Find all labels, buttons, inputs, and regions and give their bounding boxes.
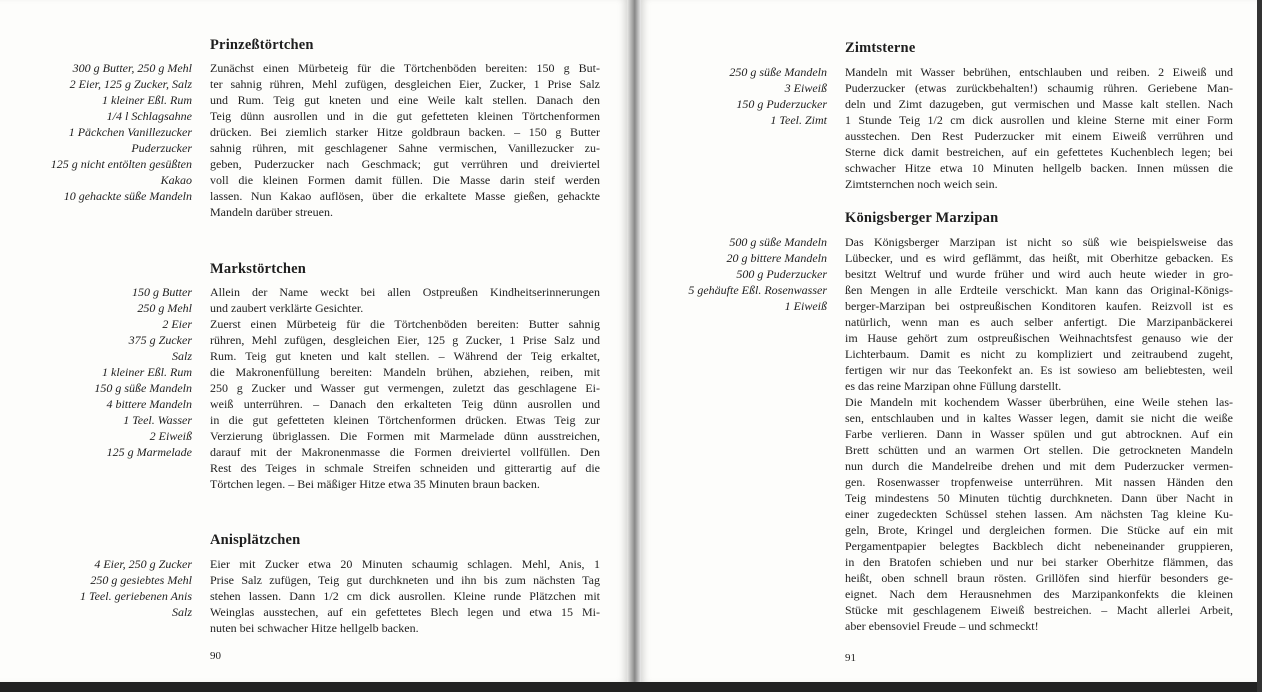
text-line: Sterne dick damit bestreichen, auf ein gefettetes Kuchenblech legen; bei <box>845 145 1233 159</box>
ingredient: 500 g Puderzucker <box>736 267 827 281</box>
text-line: gen. Rosenwasser tropfenweise unterrühren. Mit nassen Händen den <box>845 475 1233 489</box>
page-number: 90 <box>210 650 221 662</box>
page-edge-shadow <box>1257 0 1262 692</box>
text-line: nun durch die Mandelreibe drehen und mit dem Puderzucker vermen- <box>845 459 1233 473</box>
text-line: Zimtsternchen noch weich sein. <box>845 177 998 191</box>
text-line: heißt, oben schnell braun rösten. Grillöfen sind hierfür besonders ge- <box>845 571 1233 585</box>
text-line: Mandeln mit Wasser bebrühen, entschlauben und reiben. 2 Eiweiß und <box>845 65 1233 79</box>
ingredient: 5 gehäufte Eßl. Rosenwasser <box>688 283 827 297</box>
text-line: es das reine Marzipan ohne Füllung darstellt. <box>845 379 1062 393</box>
recipe-title: Königsberger Marzipan <box>845 210 999 226</box>
ingredient: 3 Eiweiß <box>784 81 827 95</box>
ingredient: 1 Teel. Wasser <box>123 413 192 427</box>
text-line: Stücke mit geschlagenem Eiweiß bestreichen. – Macht allerlei Arbeit, <box>845 603 1233 617</box>
left-page <box>0 0 627 682</box>
text-line: ausstechen. Den Rest Puderzucker mit einem Eiweiß verrühren und <box>845 129 1233 143</box>
ingredient: 375 g Zucker <box>128 333 192 347</box>
text-line: Allein der Name weckt bei allen Ostpreußen Kindheitserinnerungen <box>210 285 600 299</box>
ingredient: 300 g Butter, 250 g Mehl <box>72 61 192 75</box>
ingredient: 150 g süße Mandeln <box>94 381 192 395</box>
text-line: Das Königsberger Marzipan ist nicht so süß wie beispielsweise das <box>845 235 1233 249</box>
ingredient: 500 g süße Mandeln <box>729 235 827 249</box>
text-line: Rum. Teig gut kneten und kalt stellen. – Während der Teig erkaltet, <box>210 349 600 363</box>
ingredient-list <box>20 556 192 620</box>
ingredient: Salz <box>171 605 192 619</box>
text-line: Eier mit Zucker etwa 20 Minuten schaumig schlagen. Mehl, Anis, 1 <box>210 557 600 571</box>
text-line: Zunächst einen Mürbeteig für die Törtchenböden bereiten: 150 g But- <box>210 61 600 75</box>
text-line: ßen Mengen in alle Erdteile verschickt. Man kann das Original-Königs- <box>845 283 1233 297</box>
ingredient: 250 g süße Mandeln <box>729 65 827 79</box>
text-line: geln, Brote, Kringel und dergleichen formen. Die Stücke auf ein mit <box>845 523 1233 537</box>
text-line: die Makronenfüllung bereiten: Mandeln brühen, abziehen, reiben, mit <box>210 365 600 379</box>
ingredient: 1/4 l Schlagsahne <box>106 109 192 123</box>
text-line: 1 Stunde Teig 1/2 cm dick ausrollen und kleine Sterne mit einer Form <box>845 113 1233 127</box>
ingredient: Puderzucker <box>131 141 192 155</box>
recipe-text <box>845 64 1233 192</box>
ingredient: 1 Teel. Zimt <box>770 113 827 127</box>
text-line: rühren, Mehl zufügen, desgleichen Eier, 125 g Zucker, 1 Prise Salz und <box>210 333 600 347</box>
ingredient: 125 g nicht entölten gesüßten <box>50 157 192 171</box>
text-line: Verzierung übriglassen. Die Formen mit Marmelade dünn ausstreichen, <box>210 429 600 443</box>
recipe-title: Zimtsterne <box>845 40 916 56</box>
text-line: Zuerst einen Mürbeteig für die Törtchenböden bereiten: Butter sahnig <box>210 317 600 331</box>
ingredient: 1 kleiner Eßl. Rum <box>102 93 192 107</box>
text-line: und Rum. Teig gut kneten und eine Weile kalt stellen. Danach den <box>210 93 600 107</box>
book-gutter <box>627 0 641 682</box>
ingredient: 250 g gesiebtes Mehl <box>90 573 192 587</box>
ingredient: 1 Teel. geriebenen Anis <box>80 589 192 603</box>
recipe-text <box>210 556 600 636</box>
text-line: im Hause gehört zum ostpreußischen Weihnachtsfest genauso wie der <box>845 331 1233 345</box>
ingredient: 150 g Butter <box>132 285 192 299</box>
text-line: Die Mandeln mit kochendem Wasser überbrühen, eine Weile stehen las- <box>845 395 1233 409</box>
text-line: und zaubert verklärte Gesichter. <box>210 301 364 315</box>
ingredient: 250 g Mehl <box>137 301 192 315</box>
text-line: fertigen wir nur das Teekonfekt an. Es ist sowieso am beliebtesten, weil <box>845 363 1233 377</box>
text-line: natürlich, wenn man es auch selber anfertigt. Die Marzipanbäckerei <box>845 315 1233 329</box>
recipe-text <box>210 284 600 492</box>
text-line: Rest des Teiges in schmale Streifen schneiden und gitterartig auf die <box>210 461 600 475</box>
text-line: eignet. Nach dem Herausnehmen des Marzipankonfekts die kleinen <box>845 587 1233 601</box>
ingredient: 2 Eier, 125 g Zucker, Salz <box>69 77 192 91</box>
text-line: 250 g Zucker und Wasser gut vermengen, zuletzt das geschlagene Ei- <box>210 381 600 395</box>
ingredient: 20 g bittere Mandeln <box>726 251 827 265</box>
recipe-title: Markstörtchen <box>210 261 307 277</box>
text-line: schwacher Hitze etwa 10 Minuten hellgelb backen. Innen müssen die <box>845 161 1233 175</box>
text-line: geben, Puderzucker nach Geschmack; gut verrühren und dreiviertel <box>210 157 600 171</box>
text-line: in den Bratofen schieben und nur bei starker Oberhitze flämmen, das <box>845 555 1233 569</box>
ingredient: 1 Päckchen Vanillezucker <box>68 125 192 139</box>
text-line: stehen lassen. Dann 1/2 cm dick ausrollen. Kleine runde Plätzchen mit <box>210 589 600 603</box>
text-line: Brett schütten und an warmen Ort stellen. Die getrockneten Mandeln <box>845 443 1233 457</box>
text-line: drücken. Bei ziemlich starker Hitze goldbraun backen. – 150 g Butter <box>210 125 600 139</box>
text-line: sen, entschlauben und in kaltes Wasser legen, damit sie nicht die weiße <box>845 411 1233 425</box>
text-line: darauf mit der Makronenmasse die Formen dreiviertel vollfüllen. Den <box>210 445 600 459</box>
recipe-text <box>210 60 600 220</box>
ingredient: 4 bittere Mandeln <box>106 397 192 411</box>
recipe-title: Prinzeßtörtchen <box>210 37 314 53</box>
ingredient-list <box>20 284 192 460</box>
text-line: ter sahnig rühren, Mehl zufügen, desgleichen Eier, Zucker, 1 Prise Salz <box>210 77 600 91</box>
text-line: Teig dünn ausrollen und in die gut gefetteten kleinen Törtchenformen <box>210 109 600 123</box>
ingredient-list <box>651 234 827 314</box>
text-line: berger-Marzipan bei ostpreußischen Konditoren kaufen. Reizvoll ist es <box>845 299 1233 313</box>
ingredient: 1 kleiner Eßl. Rum <box>102 365 192 379</box>
ingredient: 150 g Puderzucker <box>736 97 827 111</box>
page-number: 91 <box>845 652 856 664</box>
text-line: Prise Salz zufügen, Teig gut durchkneten und ihn bis zum nächsten Tag <box>210 573 600 587</box>
text-line: deln und Zimt dazugeben, gut vermischen und Masse kalt stellen. Nach <box>845 97 1233 111</box>
recipe-title: Anisplätzchen <box>210 532 301 548</box>
recipe-text <box>845 234 1233 634</box>
ingredient: 1 Eiweiß <box>784 299 827 313</box>
text-line: weiß unterrühren. – Danach den erkalteten Teig dünn ausrollen und <box>210 397 600 411</box>
text-line: Törtchen legen. – Bei mäßiger Hitze etwa 35 Minuten braun backen. <box>210 477 540 491</box>
ingredient: 2 Eiweiß <box>149 429 192 443</box>
text-line: lassen. Nun Kakao auflösen, über die erkaltete Masse gießen, gehackte <box>210 189 600 203</box>
ingredient: 4 Eier, 250 g Zucker <box>94 557 192 571</box>
text-line: Lichterbaum. Damit es nicht zu kompliziert und zeitraubend zugeht, <box>845 347 1233 361</box>
text-line: einer zugedeckten Schüssel stehen lassen. Am nächsten Tag kleine Ku- <box>845 507 1233 521</box>
text-line: Farbe verlieren. Dann in Wasser spülen und gut abtrocknen. Auf ein <box>845 427 1233 441</box>
text-line: Puderzucker (etwas zurückbehalten!) schaumig rühren. Geriebene Man- <box>845 81 1233 95</box>
text-line: aber ebensoviel Freude – und schmeckt! <box>845 619 1039 633</box>
ingredient: 10 gehackte süße Mandeln <box>63 189 192 203</box>
text-line: Weinglas ausstechen, auf ein gefettetes Blech legen und etwa 15 Mi- <box>210 605 600 619</box>
ingredient: 125 g Marmelade <box>106 445 192 459</box>
ingredient-list <box>651 64 827 128</box>
page-edge-shadow <box>0 682 1262 692</box>
ingredient-list <box>20 60 192 204</box>
text-line: besitzt Weltruf und wurde früher und wird auch heute wieder in gro- <box>845 267 1233 281</box>
text-line: Teig mindestens 50 Minuten tüchtig durchkneten. Dann über Nacht in <box>845 491 1233 505</box>
text-line: voll die kleinen Formen damit füllen. Die Masse darin steif werden <box>210 173 600 187</box>
text-line: sahnig rühren, mit geschlagener Sahne vermischen, Vanillezucker zu- <box>210 141 600 155</box>
text-line: Mandeln darüber streuen. <box>210 205 333 219</box>
ingredient: Salz <box>171 349 192 363</box>
ingredient: Kakao <box>160 173 192 187</box>
text-line: in die gut gefetteten kleinen Törtchenformen drücken. Etwas Teig zur <box>210 413 600 427</box>
ingredient: 2 Eier <box>162 317 192 331</box>
right-page <box>641 0 1257 682</box>
text-line: nuten bei schwacher Hitze hellgelb backen. <box>210 621 419 635</box>
text-line: Lübecker, und es wird geflämmt, das heißt, mit Oberhitze gebacken. Es <box>845 251 1233 265</box>
text-line: Pergamentpapier belegtes Backblech dicht nebeneinander gruppieren, <box>845 539 1233 553</box>
